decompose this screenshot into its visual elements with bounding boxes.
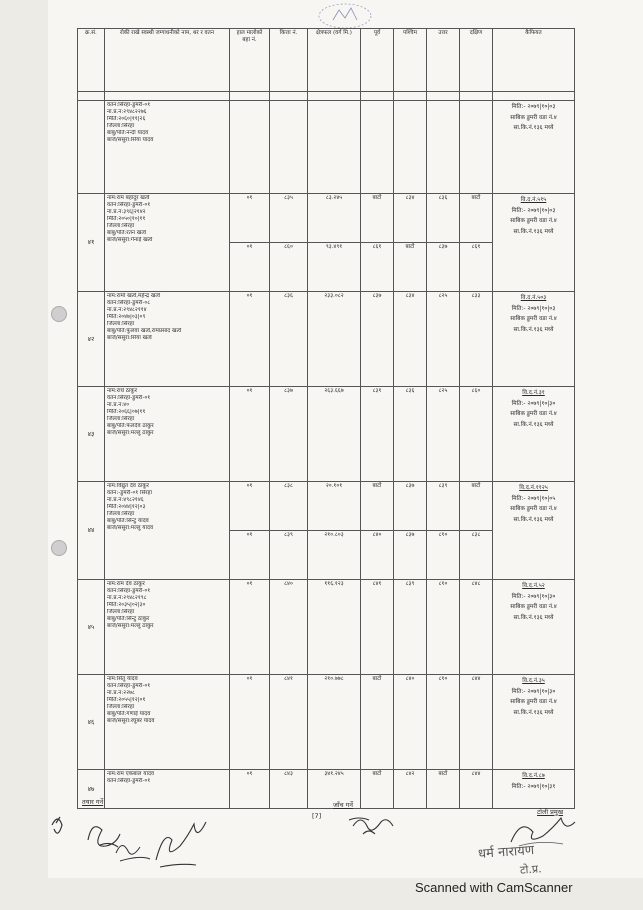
owner-line: वतन:-डुमरी-०१ सिरहा: [107, 489, 152, 496]
owner-line: मिति:२०६०|११|२६: [107, 115, 146, 122]
column-header: उत्तर: [427, 29, 460, 92]
parcel-area: २३३.०८२: [308, 292, 361, 387]
parcel-east: बाटो: [361, 770, 394, 809]
parcel-area: २६३.६६७: [308, 387, 361, 482]
parcel-area: ३४१.२४५: [308, 770, 361, 809]
header-gap: [78, 92, 575, 101]
remarks: [493, 482, 575, 580]
parcel-west: ८३७: [394, 531, 427, 580]
parcel-west: ८४०: [394, 675, 427, 770]
owner-line: ना.प्र.नं:२२७८: [107, 689, 135, 696]
owner-line: बाबु/पति:नन्दी यादव: [107, 129, 149, 136]
parcel-kitta: ८४३: [270, 770, 308, 809]
parcel-kitta: ८४०: [270, 580, 308, 675]
parcel-west: ८३४: [394, 194, 427, 243]
page-number: [7]: [312, 812, 322, 820]
parcel-area: २०.१०१: [308, 482, 361, 531]
parcel-east: बाटो: [361, 194, 394, 243]
table-row: [78, 194, 575, 243]
parcel-ward: ०१: [230, 675, 270, 770]
owner-details: [105, 292, 230, 387]
remark-line: वि.द.नं.५०३: [520, 295, 547, 301]
parcel-north: ८३७: [427, 243, 460, 292]
table-row: [78, 770, 575, 809]
owner-line: बाबु/पति:फलदेव ठाकुर: [107, 422, 154, 429]
parcel-east: [361, 101, 394, 194]
column-header: रोकी राखे स्वस्थी जग्गाधनीको नाम, थर र वतन: [105, 29, 230, 92]
parcel-east: बाटो: [361, 675, 394, 770]
owner-line: ना.प्र.नं:२९४८२१९८: [107, 594, 147, 601]
remark-line: मिति:- २०७९|१०|३०: [511, 688, 556, 695]
owner-details: [105, 675, 230, 770]
remark-line: सा.कि.नं.१३६ मध्ये: [513, 517, 554, 524]
parcel-south: ८४४: [460, 770, 493, 809]
owner-details: [105, 387, 230, 482]
parcel-kitta: ८३७: [270, 387, 308, 482]
serial-number: ४१: [78, 194, 105, 292]
parcel-west: ८३६: [394, 387, 427, 482]
parcel-ward: ०१: [230, 243, 270, 292]
parcel-ward: ०१: [230, 770, 270, 809]
column-header: पूर्व: [361, 29, 394, 92]
remark-line: मिति:- २०७९|१०|३१: [511, 783, 556, 790]
table-row: [78, 482, 575, 531]
remark-line: साबिक डुमरी वडा नं.४: [510, 218, 557, 225]
owner-line: बाजे/ससुरा:मल्लु ठाकुर: [107, 429, 154, 436]
owner-line: नाम:राम देव ठाकुर: [107, 581, 145, 587]
parcel-kitta: [270, 101, 308, 194]
owner-line: वतन:सिरहा-डुमरी-०८: [107, 299, 151, 306]
remarks: [493, 770, 575, 809]
owner-line: जिल्ला:सिरहा: [107, 222, 135, 229]
remark-line: मिति:- २०७९|१०|३०: [511, 400, 556, 407]
owner-line: वतन:सिरहा-डुमरी-०१: [107, 102, 151, 108]
parcel-ward: ०१: [230, 292, 270, 387]
parcel-south: ८६०: [460, 387, 493, 482]
remarks: [493, 101, 575, 194]
parcel-east: ८३१: [361, 387, 394, 482]
parcel-north: ८२५: [427, 292, 460, 387]
column-header: कैफियत: [493, 29, 575, 92]
remark-line: वि.द.नं.३१: [522, 390, 545, 396]
owner-line: मिति:२०५०|१०|११: [107, 215, 146, 222]
remark-line: सा.कि.नं.१३६ मध्ये: [513, 327, 554, 334]
owner-line: नाम:राम एकबाल यादव: [107, 771, 155, 777]
parcel-east: ८४१: [361, 580, 394, 675]
parcel-area: ८३.२४५: [308, 194, 361, 243]
owner-line: वतन:सिरहा-डुमरी-०१: [107, 587, 151, 594]
serial-number: [78, 101, 105, 194]
parcel-west: ८३४: [394, 292, 427, 387]
owner-line: बाजे/ससुरा:मल्लु ठाकुर: [107, 622, 154, 629]
parcel-ward: ०१: [230, 387, 270, 482]
owner-line: वतन:सिरहा-डुमरी-०१: [107, 682, 151, 689]
remark-line: वि.द.नं.११२५: [519, 485, 548, 491]
owner-line: बाबु/पति:सिन्टु ठाकुर: [107, 615, 150, 622]
remark-line: सा.कि.नं.१३६ मध्ये: [513, 615, 554, 622]
owner-line: वतन:सिरहा-डुमरी-०१: [107, 201, 151, 208]
owner-line: मिति:२०५५|१२|०१: [107, 696, 146, 703]
table-row: [78, 292, 575, 387]
owner-line: जिल्ला:सिरहा: [107, 510, 135, 517]
parcel-area: २१०.८०३: [308, 531, 361, 580]
owner-line: मिति:२०४४|१२|०३: [107, 503, 146, 510]
owner-details: [105, 580, 230, 675]
remark-line: मिति:- २०७९|१०|०३: [511, 207, 556, 214]
owner-line: वतन:सिरहा-डुमरी-०१: [107, 394, 151, 401]
column-header: क्र.सं.: [78, 29, 105, 92]
remark-line: साबिक डुमरी वडा नं.४: [510, 316, 557, 323]
parcel-ward: ०१: [230, 194, 270, 243]
parcel-east: बाटो: [361, 482, 394, 531]
owner-line: नाम:विद्युत देव ठाकुर: [107, 483, 149, 489]
punch-hole: [51, 540, 67, 556]
parcel-north: ८१०: [427, 531, 460, 580]
remark-line: सा.कि.नं.१३६ मध्ये: [513, 229, 554, 236]
owner-details: [105, 770, 230, 809]
parcel-west: ८३७: [394, 482, 427, 531]
parcel-north: बाटो: [427, 770, 460, 809]
parcel-east: ८३७: [361, 292, 394, 387]
owner-line: ना.प्र.नं:४०: [107, 401, 130, 408]
parcel-north: ८१०: [427, 675, 460, 770]
remark-line: वि.द.नं.८७: [522, 773, 545, 779]
parcel-ward: ०१: [230, 482, 270, 531]
parcel-south: [460, 101, 493, 194]
owner-line: ना.प्र.नं:२९४८२२७६: [107, 108, 147, 115]
parcel-north: ८३६: [427, 194, 460, 243]
remark-line: मिति:- २०७९|१०|०३: [511, 104, 556, 110]
owner-line: जिल्ला:सिरहा: [107, 703, 135, 710]
table-row: [78, 580, 575, 675]
owner-line: मिति:२०३५|०२|३०: [107, 601, 146, 608]
remark-line: सा.कि.नं.१३६ मध्ये: [513, 710, 554, 717]
parcel-west: बाटो: [394, 243, 427, 292]
parcel-west: [394, 101, 427, 194]
parcel-area: २१०.७७८: [308, 675, 361, 770]
remarks: [493, 675, 575, 770]
remark-line: साबिक डुमरी वडा नं.४: [510, 506, 557, 513]
remark-line: सा.कि.नं.१३६ मध्ये: [513, 422, 554, 429]
remark-line: मिति:- २०७९|१०|०५: [511, 495, 556, 502]
parcel-west: ८३९: [394, 580, 427, 675]
parcel-kitta: ८४१: [270, 675, 308, 770]
owner-line: मिति:२०६६|०७|११: [107, 408, 146, 415]
owner-line: बाजे/ससुरा:सिया यादव: [107, 136, 154, 143]
remark-line: वि.द.नं.५१५: [520, 197, 547, 203]
parcel-kitta: ८६०: [270, 243, 308, 292]
owner-line: नाम:राम बहादुर खत्वे: [107, 195, 150, 201]
parcel-east: ८६१: [361, 243, 394, 292]
serial-number: ४६: [78, 675, 105, 770]
table-row: [78, 101, 575, 194]
parcel-north: ८१०: [427, 580, 460, 675]
remarks: [493, 387, 575, 482]
table-row: [78, 387, 575, 482]
owner-line: ना.प्र.नं:२९४८२११४: [107, 306, 147, 313]
owner-line: बाबु/पति:रतन खत्वे: [107, 229, 146, 236]
owner-line: नाम:सितु यादव: [107, 676, 138, 682]
owner-line: ना.प्र.नं:४९८२१४६: [107, 496, 144, 503]
table-header-row: [78, 29, 575, 92]
owner-line: बाबु/पति:फुलवा खत्वे,रामप्रसाद खत्वे: [107, 327, 182, 334]
parcel-area: ११६.१२३: [308, 580, 361, 675]
remark-line: साबिक डुमरी वडा नं.४: [510, 411, 557, 418]
parcel-south: ८३३: [460, 292, 493, 387]
owner-line: बाजे/ससुरा:सिया खत्वे: [107, 334, 152, 341]
parcel-north: ८३९: [427, 482, 460, 531]
column-header: दक्षिण: [460, 29, 493, 92]
parcel-ward: ०१: [230, 531, 270, 580]
owner-line: नाम:रामो खत्वे,महेन्द्र खत्वे: [107, 293, 160, 299]
parcel-south: ८४४: [460, 675, 493, 770]
remarks: [493, 292, 575, 387]
parcel-ward: ०१: [230, 580, 270, 675]
parcel-north: [427, 101, 460, 194]
owner-line: बाजे/ससुरा:रघुबर यादव: [107, 717, 155, 724]
checker-signature: [345, 806, 405, 841]
column-header: क्षेत्रफल (वर्ग मि.): [308, 29, 361, 92]
parcel-east: ८४०: [361, 531, 394, 580]
owner-details: [105, 482, 230, 580]
owner-line: नाम:राधे ठाकुर: [107, 388, 138, 394]
parcel-area: ९३.४९१: [308, 243, 361, 292]
remarks: [493, 194, 575, 292]
remark-line: वि.द.नं.३५: [522, 678, 545, 684]
parcel-north: ८२५: [427, 387, 460, 482]
remark-line: साबिक डुमरी वडा नं.४: [510, 699, 557, 706]
owner-line: जिल्ला:सिरहा: [107, 415, 135, 422]
parcel-kitta: ८३६: [270, 292, 308, 387]
table-row: [78, 675, 575, 770]
parcel-kitta: ८३५: [270, 194, 308, 243]
remark-line: सा.कि.नं.१३६ मध्ये: [513, 125, 554, 132]
serial-number: ४४: [78, 482, 105, 580]
handwritten-signatures: [48, 805, 208, 875]
owner-details: [105, 194, 230, 292]
parcel-south: बाटो: [460, 482, 493, 531]
owner-line: मिति:२०४७|०३|०९: [107, 313, 146, 320]
owner-line: वतन:सिरहा-डुमरी-०१: [107, 777, 151, 784]
remark-line: साबिक डुमरी वडा नं.४: [510, 114, 557, 121]
owner-details: [105, 101, 230, 194]
owner-line: बाजे/ससुरा:गेनाई खत्वे: [107, 236, 153, 243]
owner-line: जिल्ला:सिरहा: [107, 320, 135, 327]
official-stamp-title: टो.प्र.: [519, 862, 543, 877]
parcel-kitta: ८३८: [270, 482, 308, 531]
remark-line: वि.द.नं.५२: [522, 583, 545, 589]
land-records-table: [77, 28, 575, 809]
punch-hole: [51, 306, 67, 322]
parcel-ward: [230, 101, 270, 194]
remarks: [493, 580, 575, 675]
prepared-by-label: तयार गर्ने: [82, 798, 104, 806]
official-stamp-name: धर्म नारायण: [477, 843, 535, 862]
team-lead-label: टोली प्रमुख: [537, 808, 564, 816]
serial-number: ४५: [78, 580, 105, 675]
owner-line: बाजे/ससुरा:मल्लु यादव: [107, 524, 154, 531]
scanner-watermark: Scanned with CamScanner: [415, 880, 573, 895]
parcel-area: [308, 101, 361, 194]
owner-line: बाबु/पति:गणाई यादव: [107, 710, 151, 717]
remark-line: मिति:- २०७९|१०|३०: [511, 593, 556, 600]
owner-line: बाबु/पति:सिन्टु यादव: [107, 517, 149, 524]
owner-line: ना.प्र.नं:३९६|२१४२: [107, 208, 146, 215]
checked-by-label: जाँच गर्ने: [333, 801, 353, 809]
column-header: हाल मालोको बहा नं.: [230, 29, 270, 92]
serial-number: ४७: [78, 770, 105, 809]
serial-number: ४३: [78, 387, 105, 482]
parcel-west: ८४२: [394, 770, 427, 809]
parcel-south: ८४८: [460, 580, 493, 675]
owner-line: जिल्ला:सिरहा: [107, 122, 135, 129]
remark-line: मिति:- २०७९|१०|०३: [511, 305, 556, 312]
parcel-south: बाटो: [460, 194, 493, 243]
parcel-south: ८६१: [460, 243, 493, 292]
column-header: कित्ता नं.: [270, 29, 308, 92]
parcel-south: ८३८: [460, 531, 493, 580]
column-header: पश्चिम: [394, 29, 427, 92]
remark-line: साबिक डुमरी वडा नं.४: [510, 604, 557, 611]
serial-number: ४२: [78, 292, 105, 387]
owner-line: जिल्ला:सिरहा: [107, 608, 135, 615]
parcel-kitta: ८३९: [270, 531, 308, 580]
